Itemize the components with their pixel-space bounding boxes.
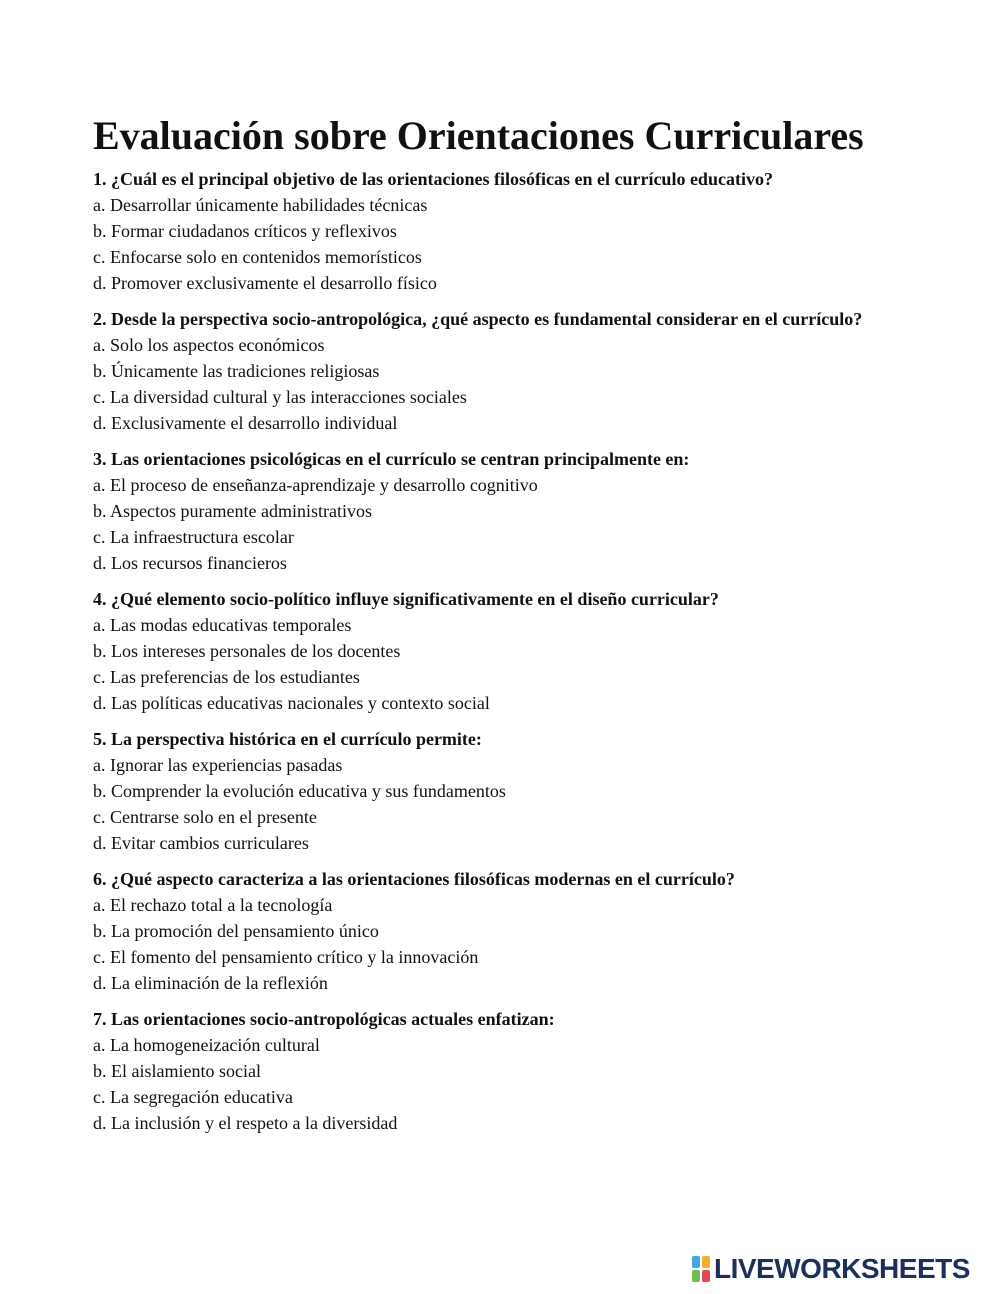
brand-name: LIVEWORKSHEETS bbox=[714, 1253, 970, 1284]
question-block bbox=[93, 726, 953, 856]
question-text: 7. Las orientaciones socio-antropológicas actuales enfatizan: bbox=[93, 1009, 555, 1029]
question-block bbox=[93, 446, 953, 576]
logo-tile-3 bbox=[692, 1270, 700, 1282]
answer-option[interactable]: d. Las políticas educativas nacionales y contexto social bbox=[93, 693, 490, 713]
answer-option[interactable]: c. La diversidad cultural y las interacciones sociales bbox=[93, 387, 467, 407]
answer-option[interactable]: d. La inclusión y el respeto a la diversidad bbox=[93, 1113, 398, 1133]
answer-option[interactable]: b. El aislamiento social bbox=[93, 1061, 261, 1081]
answer-option[interactable]: a. Ignorar las experiencias pasadas bbox=[93, 755, 343, 775]
answer-option[interactable]: a. El rechazo total a la tecnología bbox=[93, 895, 333, 915]
answer-option[interactable]: d. Exclusivamente el desarrollo individual bbox=[93, 413, 398, 433]
answer-option[interactable]: c. Centrarse solo en el presente bbox=[93, 807, 317, 827]
question-text: 4. ¿Qué elemento socio-político influye significativamente en el diseño curricular? bbox=[93, 589, 719, 609]
answer-option[interactable]: d. Evitar cambios curriculares bbox=[93, 833, 309, 853]
question-block bbox=[93, 1006, 953, 1136]
question-text: 2. Desde la perspectiva socio-antropológica, ¿qué aspecto es fundamental considerar en el currículo? bbox=[93, 309, 863, 329]
question-block bbox=[93, 306, 953, 436]
question-block bbox=[93, 166, 953, 296]
question-list bbox=[93, 166, 953, 1136]
logo-tile-2 bbox=[702, 1256, 710, 1268]
question-text: 3. Las orientaciones psicológicas en el currículo se centran principalmente en: bbox=[93, 449, 690, 469]
page-title: Evaluación sobre Orientaciones Curriculares bbox=[93, 113, 864, 158]
answer-option[interactable]: c. Las preferencias de los estudiantes bbox=[93, 667, 360, 687]
answer-option[interactable]: b. Formar ciudadanos críticos y reflexivos bbox=[93, 221, 397, 241]
liveworksheets-brand[interactable] bbox=[692, 1252, 970, 1286]
answer-option[interactable]: b. Aspectos puramente administrativos bbox=[93, 501, 372, 521]
question-text: 6. ¿Qué aspecto caracteriza a las orientaciones filosóficas modernas en el currículo? bbox=[93, 869, 735, 889]
answer-option[interactable]: c. Enfocarse solo en contenidos memorísticos bbox=[93, 247, 422, 267]
answer-option[interactable]: a. Desarrollar únicamente habilidades técnicas bbox=[93, 195, 428, 215]
worksheet-page bbox=[93, 112, 953, 1146]
answer-option[interactable]: c. La segregación educativa bbox=[93, 1087, 293, 1107]
question-text: 5. La perspectiva histórica en el currículo permite: bbox=[93, 729, 482, 749]
answer-option[interactable]: a. La homogeneización cultural bbox=[93, 1035, 320, 1055]
answer-option[interactable]: b. Los intereses personales de los docentes bbox=[93, 641, 401, 661]
answer-option[interactable]: a. El proceso de enseñanza-aprendizaje y desarrollo cognitivo bbox=[93, 475, 538, 495]
answer-option[interactable]: d. Promover exclusivamente el desarrollo físico bbox=[93, 273, 437, 293]
answer-option[interactable]: c. La infraestructura escolar bbox=[93, 527, 294, 547]
liveworksheets-logo-icon bbox=[692, 1256, 710, 1282]
logo-tile-1 bbox=[692, 1256, 700, 1268]
answer-option[interactable]: b. Comprender la evolución educativa y sus fundamentos bbox=[93, 781, 506, 801]
question-block bbox=[93, 866, 953, 996]
answer-option[interactable]: c. El fomento del pensamiento crítico y la innovación bbox=[93, 947, 479, 967]
answer-option[interactable]: a. Las modas educativas temporales bbox=[93, 615, 352, 635]
answer-option[interactable]: b. La promoción del pensamiento único bbox=[93, 921, 379, 941]
answer-option[interactable]: d. Los recursos financieros bbox=[93, 553, 287, 573]
answer-option[interactable]: d. La eliminación de la reflexión bbox=[93, 973, 328, 993]
answer-option[interactable]: b. Únicamente las tradiciones religiosas bbox=[93, 361, 380, 381]
question-text: 1. ¿Cuál es el principal objetivo de las orientaciones filosóficas en el currículo educativo? bbox=[93, 169, 773, 189]
answer-option[interactable]: a. Solo los aspectos económicos bbox=[93, 335, 325, 355]
logo-tile-4 bbox=[702, 1270, 710, 1282]
question-block bbox=[93, 586, 953, 716]
